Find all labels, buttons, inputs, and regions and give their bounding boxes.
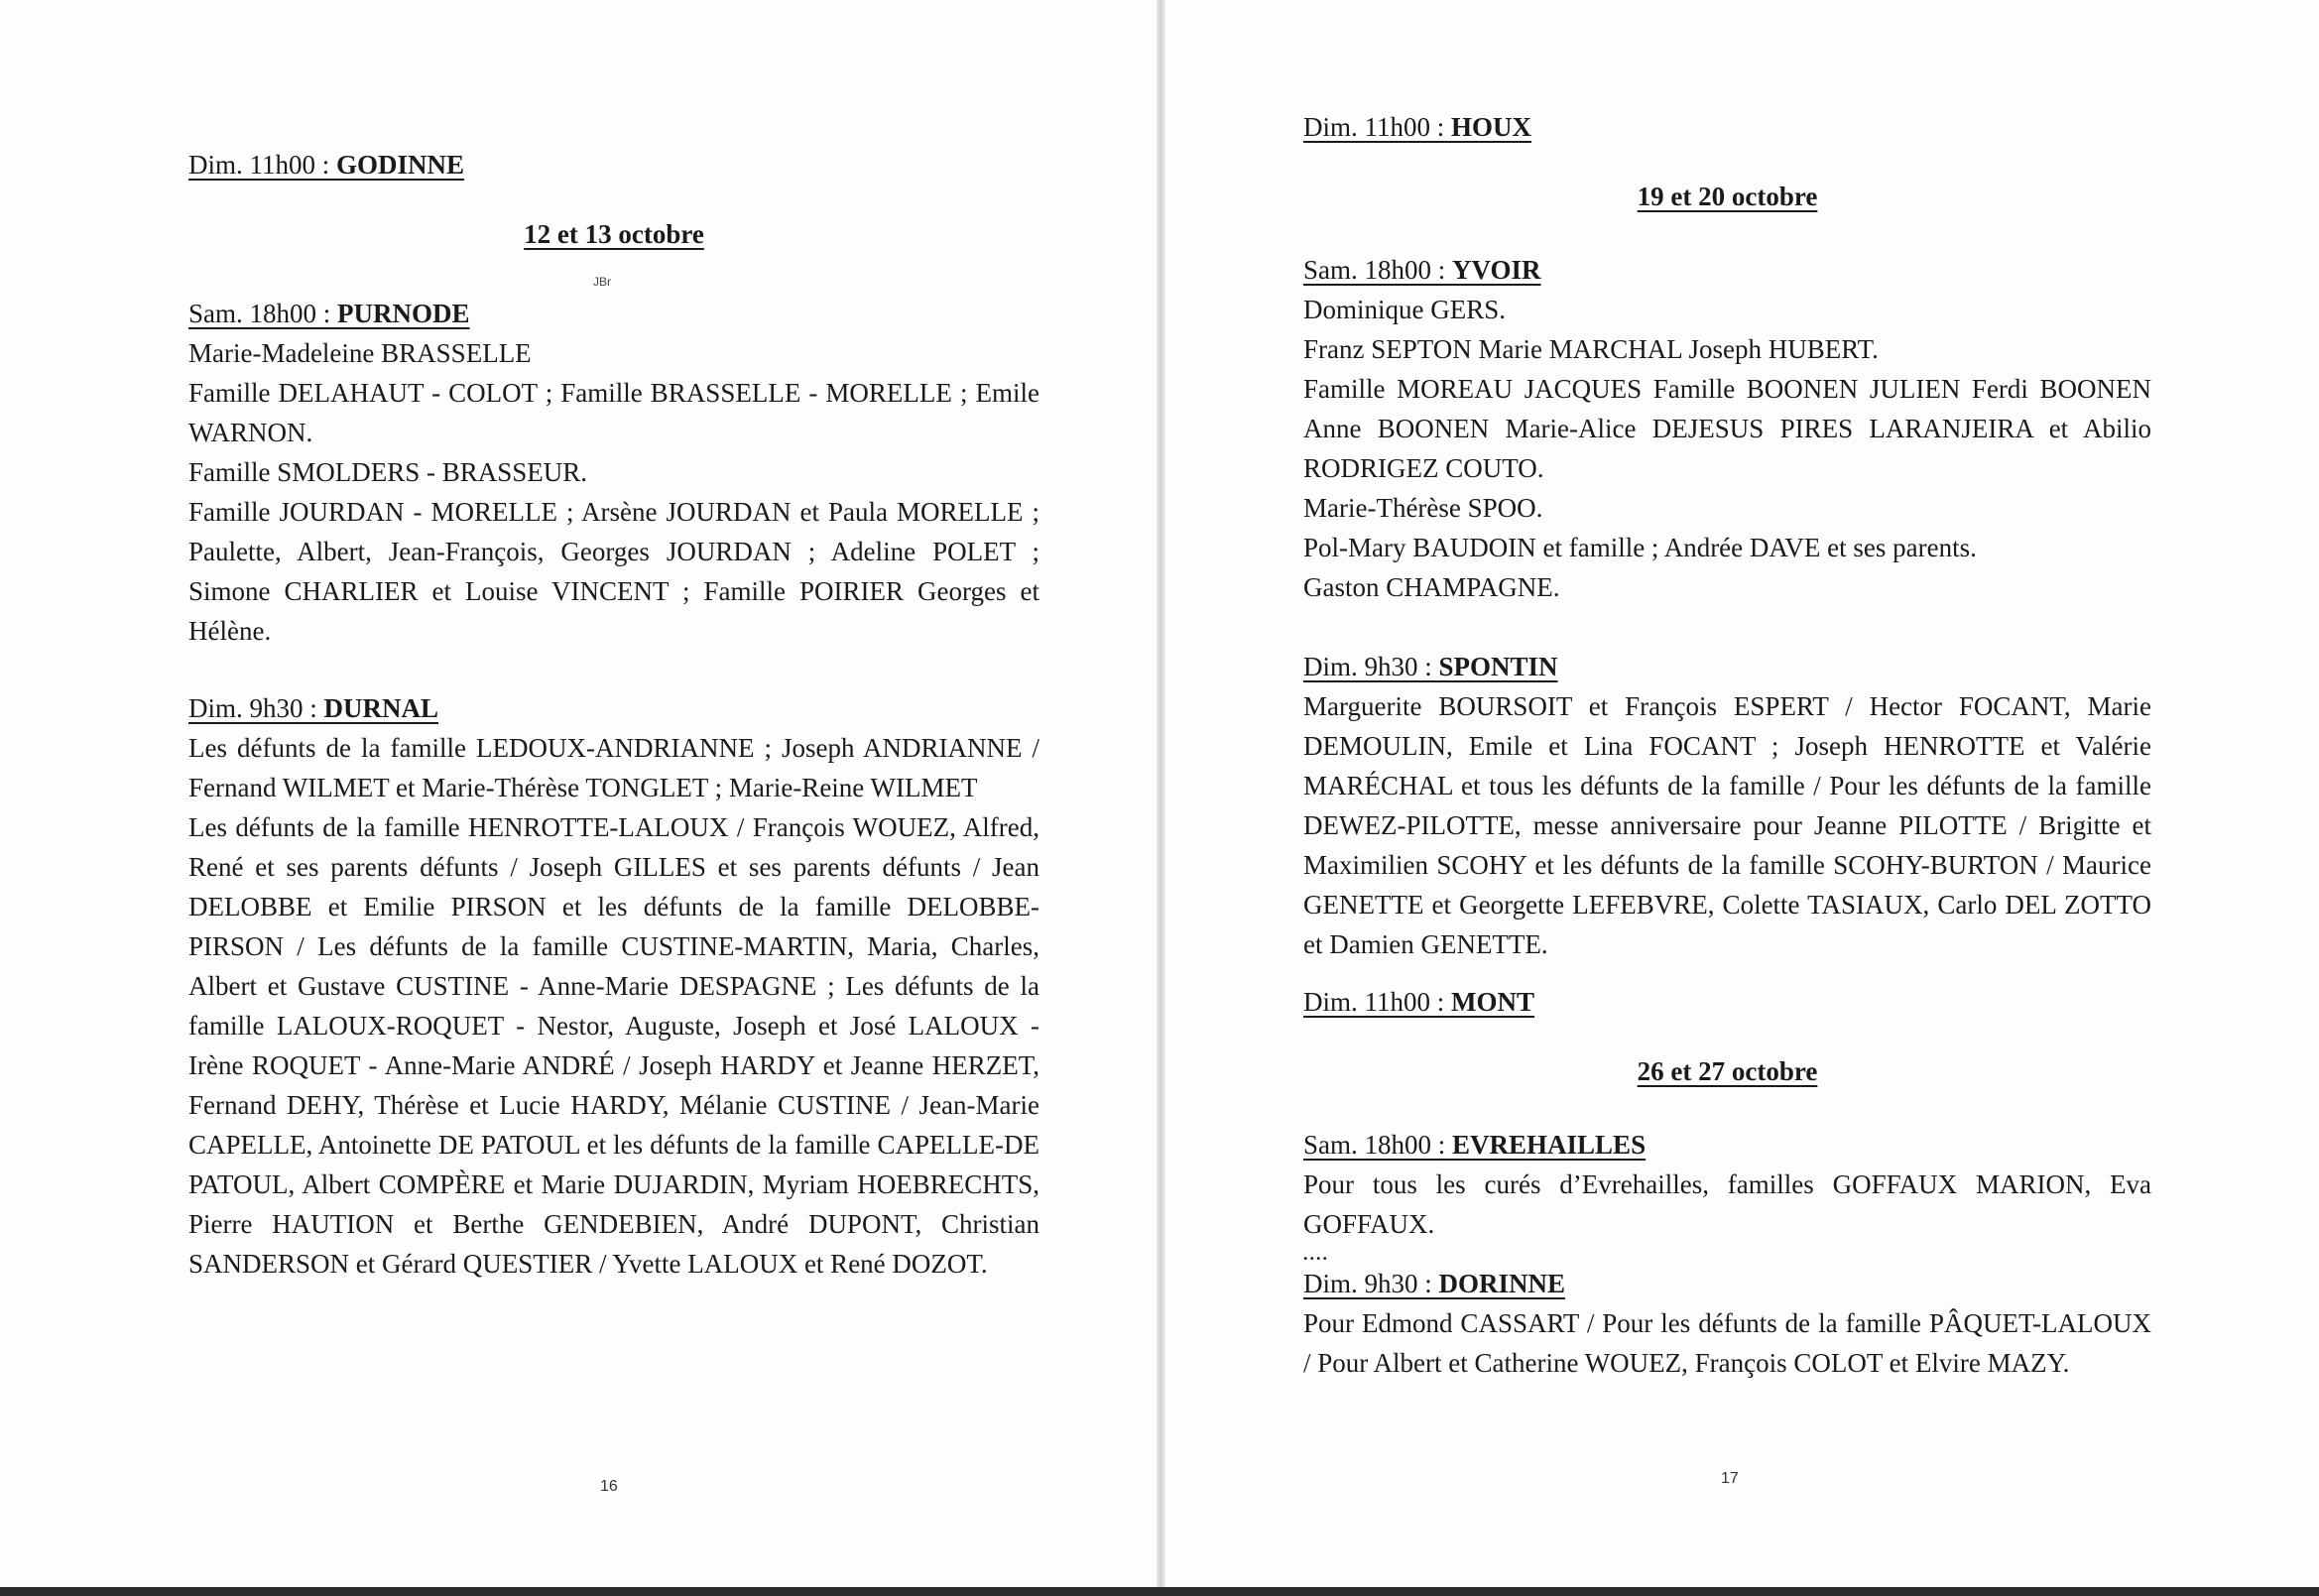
mass-place: YVOIR — [1452, 255, 1541, 285]
intention-line: Pour Edmond CASSART / Pour les défunts de la famille PÂQUET-LALOUX / Pour Albert et Catherine WOUEZ, François COLOT et Elvire MAZY. — [1303, 1308, 2151, 1378]
mass-place: PURNODE — [337, 299, 470, 328]
mass-heading-yvoir — [1303, 250, 2151, 290]
intention-line: Gaston CHAMPAGNE. — [1303, 572, 1560, 602]
date-heading: 26 et 27 octobre — [1637, 1056, 1818, 1086]
mass-heading-houx — [1303, 107, 2151, 147]
mass-time: Sam. 18h00 : — [1303, 1130, 1453, 1160]
intention-line: Marie-Thérèse SPOO. — [1303, 493, 1543, 523]
intention-line: Famille DELAHAUT - COLOT ; Famille BRASSELLE - MORELLE ; Emile WARNON. — [188, 378, 1039, 447]
intention-line: Les défunts de la famille LEDOUX-ANDRIANNE ; Joseph ANDRIANNE / Fernand WILMET et Marie-Thérèse TONGLET ; Marie-Reine WILMET — [188, 733, 1039, 802]
separator-dots: .... — [1303, 1244, 1329, 1264]
scan-bottom-edge — [0, 1587, 2319, 1596]
intention-line: Famille JOURDAN - MORELLE ; Arsène JOURDAN et Paula MORELLE ; Paulette, Albert, Jean-François, Georges JOURDAN ; Adeline POLET ; Simone CHARLIER et Louise VINCENT ; Famille POIRIER Georges et Hélène. — [188, 497, 1039, 646]
mass-place: HOUX — [1451, 112, 1532, 142]
page-number: 17 — [1721, 1470, 1739, 1487]
date-heading: 19 et 20 octobre — [1637, 182, 1818, 211]
mass-heading-godinne — [188, 145, 1039, 184]
mass-time: Dim. 11h00 : — [1303, 987, 1452, 1017]
date-heading: 12 et 13 octobre — [524, 219, 704, 249]
right-page — [1165, 0, 2319, 1587]
left-page — [0, 0, 1159, 1587]
mass-heading-mont — [1303, 982, 2151, 1022]
mass-place: DURNAL — [323, 693, 439, 723]
mass-time: Dim. 11h00 : — [188, 150, 337, 180]
intention-line: Famille SMOLDERS - BRASSEUR. — [188, 457, 588, 487]
intention-line: Franz SEPTON Marie MARCHAL Joseph HUBERT. — [1303, 334, 1879, 364]
intention-line: Pour tous les curés d’Evrehailles, familles GOFFAUX MARION, Eva GOFFAUX. — [1303, 1169, 2151, 1239]
mass-time: Sam. 18h00 : — [188, 299, 338, 328]
mass-time: Sam. 18h00 : — [1303, 255, 1453, 285]
mass-heading-spontin — [1303, 647, 2151, 686]
mass-heading-purnode — [188, 294, 1039, 333]
page-number: 16 — [600, 1478, 618, 1495]
mass-place: GODINNE — [336, 150, 465, 180]
mass-heading-evrehailles — [1303, 1125, 2151, 1165]
mass-heading-durnal — [188, 688, 1039, 728]
intention-line: Marguerite BOURSOIT et François ESPERT / Hector FOCANT, Marie DEMOULIN, Emile et Lina FOCANT ; Joseph HENROTTE et Valérie MARÉCHAL et tous les défunts de la famille / Pour les défunts de la famille DEWEZ-PILOTTE, messe anniversaire pour Jeanne PILOTTE / Brigitte et Maximilien SCOHY et les défunts de la famille SCOHY-BURTON / Maurice GENETTE et Georgette LEFEBVRE, Colette TASIAUX, Carlo DEL ZOTTO et Damien GENETTE. — [1303, 691, 2151, 959]
intention-line: Pol-Mary BAUDOIN et famille ; Andrée DAVE et ses parents. — [1303, 533, 1977, 562]
mass-time: Dim. 9h30 : — [1303, 652, 1439, 681]
mass-place: MONT — [1451, 987, 1535, 1017]
mass-heading-dorinne — [1303, 1264, 2151, 1303]
mass-place: DORINNE — [1438, 1269, 1566, 1298]
right-page-content — [1303, 107, 2151, 1383]
mass-time: Dim. 11h00 : — [1303, 112, 1452, 142]
mass-time: Dim. 9h30 : — [188, 693, 324, 723]
left-page-content — [188, 145, 1039, 1284]
intention-line: Famille MOREAU JACQUES Famille BOONEN JULIEN Ferdi BOONEN Anne BOONEN Marie-Alice DEJESUS PIRES LARANJEIRA et Abilio RODRIGEZ COUTO. — [1303, 374, 2151, 483]
margin-note: JBr — [593, 275, 611, 289]
intention-line: Les défunts de la famille HENROTTE-LALOUX / François WOUEZ, Alfred, René et ses parents défunts / Joseph GILLES et ses parents défunts / Jean DELOBBE et Emilie PIRSON et les défunts de la famille DELOBBE-PIRSON / Les défunts de la famille CUSTINE-MARTIN, Maria, Charles, Albert et Gustave CUSTINE - Anne-Marie DESPAGNE ; Les défunts de la famille LALOUX-ROQUET - Nestor, Auguste, Joseph et José LALOUX - Irène ROQUET - Anne-Marie ANDRÉ / Joseph HARDY et Jeanne HERZET, Fernand DEHY, Thérèse et Lucie HARDY, Mélanie CUSTINE / Jean-Marie CAPELLE, Antoinette DE PATOUL et les défunts de la famille CAPELLE-DE PATOUL, Albert COMPÈRE et Marie DUJARDIN, Myriam HOEBRECHTS, Pierre HAUTION et Berthe GENDEBIEN, André DUPONT, Christian SANDERSON et Gérard QUESTIER / Yvette LALOUX et René DOZOT. — [188, 812, 1039, 1279]
intention-line: Marie-Madeleine BRASSELLE — [188, 338, 532, 368]
intention-line: Dominique GERS. — [1303, 295, 1507, 324]
mass-place: SPONTIN — [1438, 652, 1558, 681]
mass-time: Dim. 9h30 : — [1303, 1269, 1439, 1298]
mass-place: EVREHAILLES — [1452, 1130, 1647, 1160]
